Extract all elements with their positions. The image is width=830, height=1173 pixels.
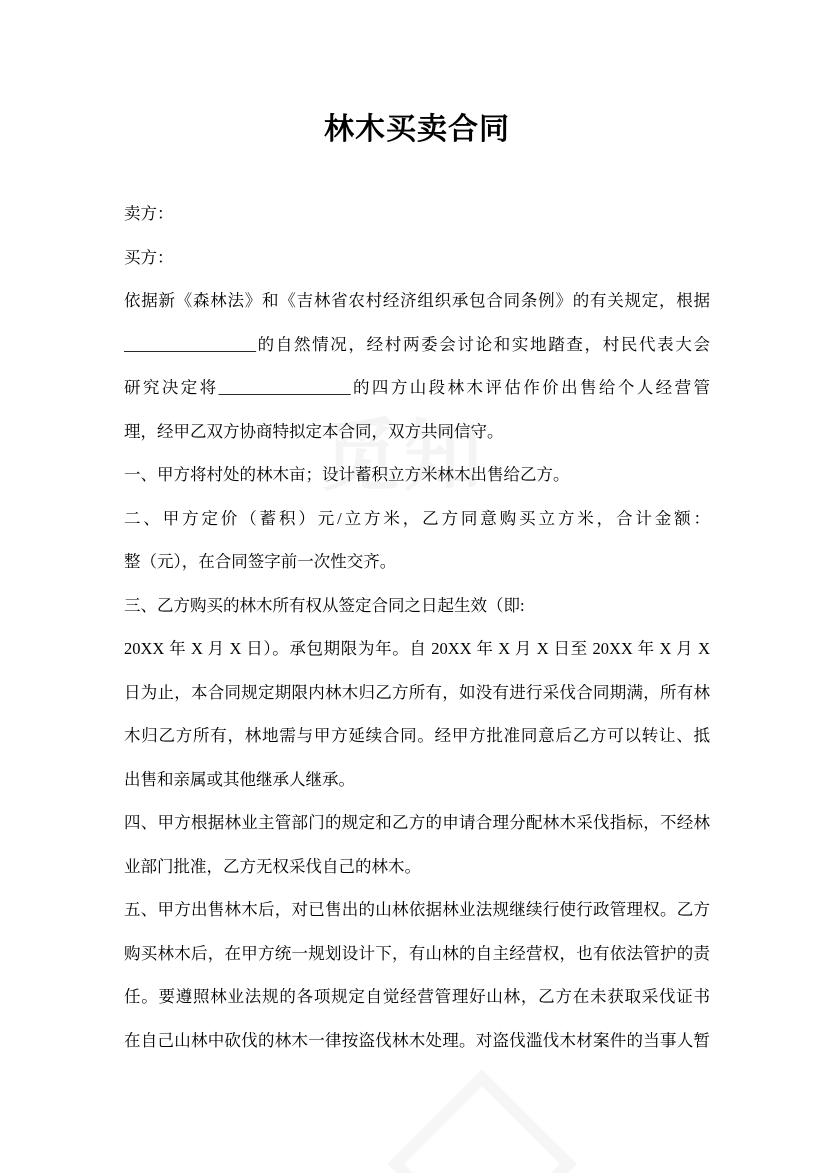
document-line: 五、甲方出售林木后，对已售出的山林依据林业法规继续行使行政管理权。乙方 bbox=[124, 900, 710, 919]
document-line: ________________的自然情况，经村两委会讨论和实地踏查，村民代表大会 bbox=[124, 334, 710, 354]
document-line: 业部门批准，乙方无权采伐自己的林木。 bbox=[124, 856, 421, 876]
watermark-shield-icon bbox=[387, 1069, 577, 1173]
document-line: 卖方： bbox=[124, 204, 174, 223]
document-line: 木归乙方所有，林地需与甲方延续合同。经甲方批准同意后乙方可以转让、抵 bbox=[124, 726, 710, 745]
document-line: 整（元），在合同签字前一次性交齐。 bbox=[124, 552, 397, 571]
document-line: 购买林木后，在甲方统一规划设计下，有山林的自主经营权，也有依法管护的责 bbox=[124, 943, 710, 963]
document-line: 二、甲方定价（蓄积）元/立方米，乙方同意购买立方米，合计金额： bbox=[124, 508, 710, 528]
document-line: 日为止，本合同规定期限内林木归乙方所有，如没有进行采伐合同期满，所有林 bbox=[124, 682, 710, 702]
document-line: 在自己山林中砍伐的林木一律按盗伐林木处理。对盗伐滥伐木材案件的当事人暂 bbox=[124, 1030, 710, 1050]
document-line: 任。要遵照林业法规的各项规定自觉经营管理好山林，乙方在未获取采伐证书 bbox=[124, 987, 710, 1006]
document-line: 一、甲方将村处的林木亩；设计蓄积立方米林木出售给乙方。 bbox=[124, 465, 570, 484]
document-line: 理，经甲乙双方协商特拟定本合同，双方共同信守。 bbox=[124, 421, 504, 441]
document-line: 出售和亲属或其他继承人继承。 bbox=[124, 769, 355, 789]
document-line: 20XX 年 X 月 X 日）。承包期限为年。自 20XX 年 X 月 X 日至 20XX 年 X 月 X bbox=[124, 639, 710, 658]
document-title: 林木买卖合同 bbox=[324, 112, 510, 147]
document-line: 依据新《森林法》和《吉林省农村经济组织承包合同条例》的有关规定，根据 bbox=[124, 291, 710, 310]
document-line: 三、乙方购买的林木所有权从签定合同之日起生效（即: bbox=[124, 595, 525, 615]
document-body bbox=[124, 108, 710, 1062]
document-line: 买方： bbox=[124, 247, 174, 267]
document-line: 研究决定将________________的四方山段林木评估作价出售给个人经营管 bbox=[124, 378, 710, 397]
document-line: 四、甲方根据林业主管部门的规定和乙方的申请合理分配林木采伐指标，不经林 bbox=[124, 813, 710, 832]
